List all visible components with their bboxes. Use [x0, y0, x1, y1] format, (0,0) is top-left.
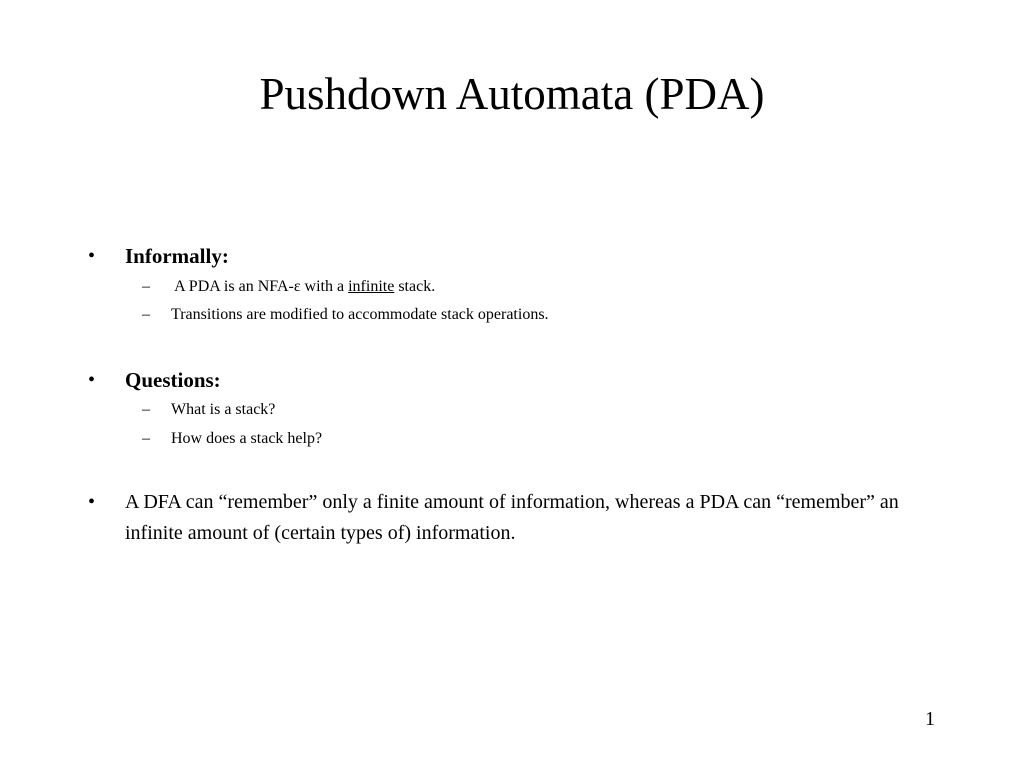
bullet-marker: •: [88, 491, 96, 513]
text-part: stack.: [394, 278, 436, 295]
list-item-what-is-stack: What is a stack?: [171, 401, 276, 418]
dash-marker: –: [142, 401, 150, 418]
dash-marker: –: [142, 430, 150, 447]
section-heading-questions: Questions:: [125, 368, 221, 392]
list-item-transitions: Transitions are modified to accommodate stack operations.: [171, 306, 549, 323]
dash-marker: –: [142, 278, 150, 295]
dash-marker: –: [142, 306, 150, 323]
page-number: 1: [925, 708, 935, 730]
section-heading-informally: Informally:: [125, 244, 229, 268]
list-item-pda-definition: [171, 278, 435, 296]
paragraph-dfa-vs-pda: A DFA can “remember” only a finite amount of information, whereas a PDA can “remember” an infinite amount of (certain types of) information.: [125, 491, 899, 544]
underlined-word: infinite: [348, 278, 395, 295]
list-item-how-stack-helps: How does a stack help?: [171, 430, 323, 447]
bullet-marker: •: [88, 369, 96, 391]
text-part: A PDA is an NFA-ε with a: [171, 278, 349, 295]
bullet-marker: •: [88, 245, 96, 267]
slide-title: Pushdown Automata (PDA): [259, 69, 765, 119]
